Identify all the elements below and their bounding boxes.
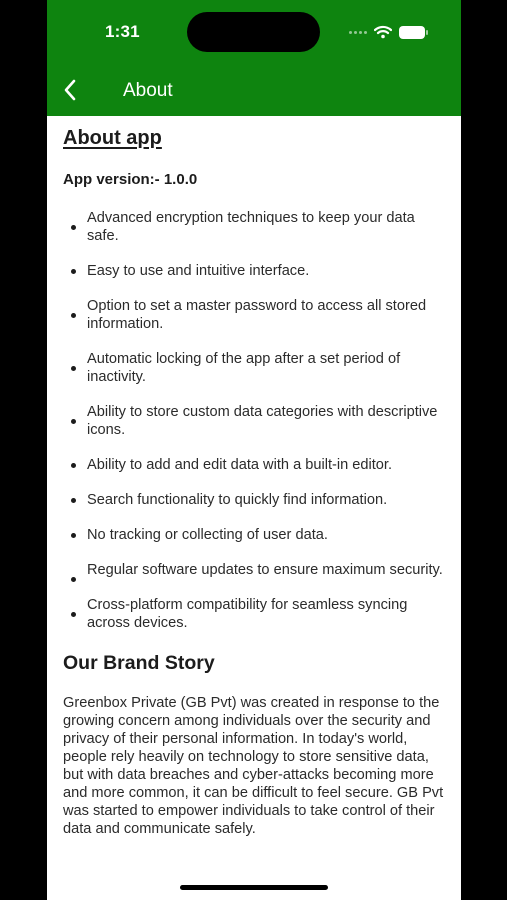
bullet-icon bbox=[71, 612, 76, 617]
bullet-icon bbox=[71, 313, 76, 318]
app-header bbox=[47, 0, 461, 116]
wifi-icon bbox=[374, 25, 392, 39]
bullet-icon bbox=[71, 419, 76, 424]
back-button[interactable] bbox=[59, 76, 85, 104]
bullet-icon bbox=[71, 577, 76, 582]
bullet-icon bbox=[71, 269, 76, 274]
feature-item bbox=[63, 350, 445, 386]
feature-text: Easy to use and intuitive interface. bbox=[87, 263, 310, 279]
feature-text: Option to set a master password to access all stored information. bbox=[87, 298, 427, 332]
about-app-heading: About app bbox=[63, 127, 162, 149]
feature-item bbox=[63, 491, 445, 509]
feature-text: Advanced encryption techniques to keep your data safe. bbox=[87, 210, 415, 244]
bullet-icon bbox=[71, 225, 76, 230]
page-title: About bbox=[123, 80, 173, 101]
bullet-icon bbox=[71, 463, 76, 468]
feature-text: Ability to add and edit data with a built-in editor. bbox=[87, 457, 393, 473]
about-content[interactable] bbox=[47, 116, 461, 900]
bullet-icon bbox=[71, 533, 76, 538]
dynamic-island bbox=[187, 12, 320, 52]
status-time: 1:31 bbox=[105, 22, 140, 41]
feature-text: Automatic locking of the app after a set period of inactivity. bbox=[87, 351, 401, 385]
status-icons bbox=[349, 23, 425, 41]
feature-text: Search functionality to quickly find information. bbox=[87, 492, 388, 508]
feature-item bbox=[63, 596, 445, 632]
feature-item bbox=[63, 561, 445, 579]
feature-item bbox=[63, 403, 445, 439]
bullet-icon bbox=[71, 366, 76, 371]
brand-story-text: Greenbox Private (GB Pvt) was created in response to the growing concern among individuals over the security and privacy of their personal information. In today's world, people rely heavily on technology to store sensitive data, but with data breaches and cyber-attacks becoming more and more common, it can be difficult to feel secure. GB Pvt was started to empower individuals to take control of their data and communicate safely. bbox=[63, 695, 444, 837]
home-indicator[interactable] bbox=[180, 885, 328, 890]
feature-text: No tracking or collecting of user data. bbox=[87, 527, 328, 543]
bullet-icon bbox=[71, 498, 76, 503]
feature-item bbox=[63, 456, 445, 474]
feature-item bbox=[63, 526, 445, 544]
signal-dots-icon bbox=[349, 31, 367, 34]
brand-story-heading: Our Brand Story bbox=[63, 652, 215, 674]
back-chevron-icon bbox=[59, 76, 85, 104]
feature-item bbox=[63, 209, 445, 245]
feature-item bbox=[63, 262, 445, 280]
feature-list bbox=[63, 209, 445, 632]
battery-icon bbox=[399, 26, 425, 39]
feature-text: Ability to store custom data categories with descriptive icons. bbox=[87, 404, 438, 438]
feature-item bbox=[63, 297, 445, 333]
app-version: App version:- 1.0.0 bbox=[63, 171, 198, 188]
phone-screen bbox=[47, 0, 461, 900]
feature-text: Cross-platform compatibility for seamless syncing across devices. bbox=[87, 597, 408, 631]
feature-text: Regular software updates to ensure maximum security. bbox=[87, 562, 443, 578]
